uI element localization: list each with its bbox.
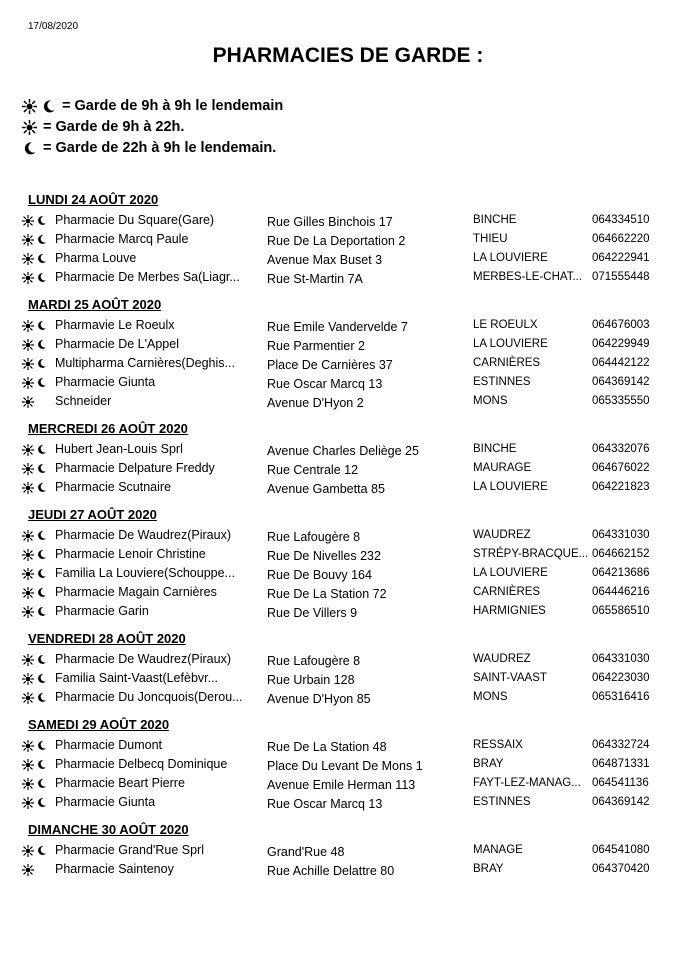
duty-icons: [22, 230, 47, 249]
pharmacy-phone: 064676003: [592, 319, 650, 331]
duty-icons: [22, 373, 47, 392]
pharmacy-address: Rue Gilles Binchois 17: [267, 215, 393, 229]
pharmacy-row: [22, 736, 662, 755]
day-section: [22, 418, 662, 497]
pharmacy-city: MONS: [473, 395, 508, 407]
legend-icons: [22, 99, 56, 114]
moon-icon: [36, 463, 47, 474]
duty-icons: [22, 755, 47, 774]
pharmacy-phone: 064541080: [592, 844, 650, 856]
day-section: [22, 714, 662, 812]
sun-icon: [22, 272, 34, 284]
pharmacy-address: Avenue D'Hyon 85: [267, 692, 371, 706]
day-heading: SAMEDI 29 AOÛT 2020: [28, 717, 170, 732]
pharmacy-name: Schneider: [55, 394, 112, 408]
sun-icon: [22, 673, 34, 685]
pharmacy-name: Pharmacie Marcq Paule: [55, 232, 189, 246]
pharmacy-row: [22, 669, 662, 688]
pharmacy-phone: 064332724: [592, 739, 650, 751]
moon-icon: [36, 759, 47, 770]
duty-icons: [22, 459, 47, 478]
pharmacy-city: CARNIÈRES: [473, 586, 541, 598]
pharmacy-city: LA LOUVIERE: [473, 567, 548, 579]
pharmacy-name: Pharmacie Giunta: [55, 375, 156, 389]
pharmacy-address: Avenue D'Hyon 2: [267, 396, 364, 410]
sun-icon: [22, 320, 34, 332]
legend-icons: [22, 141, 37, 156]
pharmacy-address: Rue St-Martin 7A: [267, 272, 363, 286]
pharmacy-name: Pharmacie Garin: [55, 604, 149, 618]
pharmacy-address: Rue Oscar Marcq 13: [267, 377, 383, 391]
sun-icon: [22, 797, 34, 809]
sun-icon: [22, 463, 34, 475]
day-heading: VENDREDI 28 AOÛT 2020: [28, 631, 186, 646]
moon-icon: [36, 845, 47, 856]
pharmacy-name: Familia Saint-Vaast(Lefèbvr...: [55, 671, 219, 685]
pharmacy-address: Rue Oscar Marcq 13: [267, 797, 383, 811]
pharmacy-name: Pharmacie Giunta: [55, 795, 156, 809]
duty-icons: [22, 211, 47, 230]
moon-icon: [36, 482, 47, 493]
sun-icon: [22, 120, 37, 135]
pharmacy-row: [22, 583, 662, 602]
sun-icon: [22, 253, 34, 265]
pharmacy-phone: 064662152: [592, 548, 650, 560]
pharmacy-city: RESSAIX: [473, 739, 523, 751]
pharmacy-city: FAYT-LEZ-MANAG...: [473, 777, 581, 789]
moon-icon: [36, 568, 47, 579]
duty-icons: [22, 793, 47, 812]
duty-icons: [22, 316, 47, 335]
pharmacy-phone: 064676022: [592, 462, 650, 474]
pharmacy-name: Pharmacie De Waudrez(Piraux): [55, 652, 231, 666]
pharmacy-address: Place Du Levant De Mons 1: [267, 759, 423, 773]
pharmacy-name: Pharmacie Grand'Rue Sprl: [55, 843, 204, 857]
moon-icon: [36, 606, 47, 617]
moon-icon: [22, 141, 37, 156]
pharmacy-row: [22, 211, 662, 230]
moon-icon: [41, 99, 56, 114]
pharmacy-row: [22, 316, 662, 335]
sun-icon: [22, 444, 34, 456]
pharmacy-name: Pharmacie Delpature Freddy: [55, 461, 215, 475]
pharmacy-address: Rue Lafougère 8: [267, 530, 361, 544]
day-heading: MARDI 25 AOÛT 2020: [28, 297, 162, 312]
pharmacy-row: [22, 249, 662, 268]
sun-icon: [22, 606, 34, 618]
sun-icon: [22, 692, 34, 704]
moon-icon: [36, 778, 47, 789]
duty-icons: [22, 860, 34, 879]
moon-icon: [36, 797, 47, 808]
moon-icon: [36, 234, 47, 245]
pharmacy-address: Avenue Emile Herman 113: [267, 778, 416, 792]
legend: [22, 96, 283, 159]
sun-icon: [22, 568, 34, 580]
pharmacy-address: Rue Achille Delattre 80: [267, 864, 395, 878]
pharmacy-phone: 064213686: [592, 567, 650, 579]
pharmacy-city: MAURAGE: [473, 462, 532, 474]
sun-icon: [22, 215, 34, 227]
pharmacy-city: STRÉPY-BRACQUE...: [473, 548, 589, 560]
pharmacy-address: Rue Centrale 12: [267, 463, 359, 477]
day-heading: DIMANCHE 30 AOÛT 2020: [28, 822, 189, 837]
day-section: [22, 819, 662, 879]
pharmacy-row: [22, 793, 662, 812]
sun-icon: [22, 358, 34, 370]
pharmacy-name: Pharmacie De L'Appel: [55, 337, 179, 351]
pharmacy-name: Pharma Louve: [55, 251, 137, 265]
pharmacy-phone: 064370420: [592, 863, 650, 875]
day-section: [22, 628, 662, 707]
pharmacy-row: [22, 230, 662, 249]
legend-item: [22, 138, 283, 159]
pharmacy-phone: 064369142: [592, 796, 650, 808]
day-section: [22, 504, 662, 621]
day-list: [22, 189, 662, 886]
pharmacy-name: Pharmacie Magain Carnières: [55, 585, 217, 599]
day-section: [22, 189, 662, 287]
pharmacy-name: Pharmacie Du Square(Gare): [55, 213, 215, 227]
pharmacy-city: LA LOUVIERE: [473, 338, 548, 350]
sun-icon: [22, 759, 34, 771]
legend-text: = Garde de 9h à 9h le lendemain: [62, 98, 284, 114]
duty-icons: [22, 526, 47, 545]
pharmacy-city: WAUDREZ: [473, 653, 531, 665]
pharmacy-address: Place De Carnières 37: [267, 358, 393, 372]
pharmacy-address: Avenue Max Buset 3: [267, 253, 383, 267]
pharmacy-name: Multipharma Carnières(Deghis...: [55, 356, 235, 370]
pharmacy-city: THIEU: [473, 233, 508, 245]
pharmacy-address: Avenue Gambetta 85: [267, 482, 385, 496]
duty-icons: [22, 545, 47, 564]
pharmacy-row: [22, 335, 662, 354]
sun-icon: [22, 377, 34, 389]
duty-icons: [22, 688, 47, 707]
pharmacy-city: MANAGE: [473, 844, 523, 856]
pharmacy-address: Rue De Nivelles 232: [267, 549, 381, 563]
pharmacy-row: [22, 545, 662, 564]
duty-icons: [22, 440, 47, 459]
day-section: [22, 294, 662, 411]
sun-icon: [22, 339, 34, 351]
duty-icons: [22, 583, 47, 602]
day-heading: JEUDI 27 AOÛT 2020: [28, 507, 157, 522]
pharmacy-address: Rue Lafougère 8: [267, 654, 361, 668]
pharmacy-city: HARMIGNIES: [473, 605, 546, 617]
pharmacy-phone: 064369142: [592, 376, 650, 388]
pharmacy-address: Rue Urbain 128: [267, 673, 355, 687]
pharmacy-city: BRAY: [473, 758, 504, 770]
sun-icon: [22, 845, 34, 857]
pharmacy-phone: 065316416: [592, 691, 650, 703]
sun-icon: [22, 740, 34, 752]
moon-icon: [36, 320, 47, 331]
pharmacy-address: Grand'Rue 48: [267, 845, 345, 859]
sun-icon: [22, 864, 34, 876]
pharmacy-phone: 065586510: [592, 605, 650, 617]
pharmacy-row: [22, 650, 662, 669]
duty-icons: [22, 564, 47, 583]
sun-icon: [22, 99, 37, 114]
pharmacy-row: [22, 564, 662, 583]
pharmacy-phone: 064222941: [592, 252, 650, 264]
moon-icon: [36, 377, 47, 388]
duty-icons: [22, 774, 47, 793]
moon-icon: [36, 549, 47, 560]
pharmacy-address: Rue De Bouvy 164: [267, 568, 372, 582]
print-date: 17/08/2020: [28, 21, 79, 32]
pharmacy-phone: 064446216: [592, 586, 650, 598]
pharmacy-name: Familia La Louviere(Schouppe...: [55, 566, 235, 580]
pharmacy-phone: 064221823: [592, 481, 650, 493]
pharmacy-row: [22, 602, 662, 621]
pharmacy-address: Rue De Villers 9: [267, 606, 358, 620]
pharmacy-row: [22, 354, 662, 373]
pharmacy-address: Rue De La Deportation 2: [267, 234, 406, 248]
pharmacy-phone: 064331030: [592, 653, 650, 665]
duty-icons: [22, 650, 47, 669]
moon-icon: [36, 444, 47, 455]
legend-text: = Garde de 9h à 22h.: [43, 119, 185, 135]
pharmacy-phone: 064442122: [592, 357, 650, 369]
pharmacy-row: [22, 774, 662, 793]
pharmacy-address: Avenue Charles Deliège 25: [267, 444, 419, 458]
pharmacy-city: BRAY: [473, 863, 504, 875]
pharmacy-name: Pharmacie Beart Pierre: [55, 776, 185, 790]
duty-icons: [22, 669, 47, 688]
sun-icon: [22, 530, 34, 542]
day-heading: MERCREDI 26 AOÛT 2020: [28, 421, 188, 436]
pharmacy-city: WAUDREZ: [473, 529, 531, 541]
pharmacy-city: LE ROEULX: [473, 319, 538, 331]
moon-icon: [36, 215, 47, 226]
pharmacy-row: [22, 860, 662, 879]
sun-icon: [22, 778, 34, 790]
pharmacy-row: [22, 478, 662, 497]
pharmacy-row: [22, 440, 662, 459]
pharmacy-city: BINCHE: [473, 214, 517, 226]
pharmacy-phone: 064223030: [592, 672, 650, 684]
pharmacy-row: [22, 459, 662, 478]
legend-icons: [22, 120, 37, 135]
pharmacy-address: Rue Emile Vandervelde 7: [267, 320, 408, 334]
duty-icons: [22, 335, 47, 354]
moon-icon: [36, 339, 47, 350]
pharmacy-city: ESTINNES: [473, 796, 531, 808]
duty-icons: [22, 841, 47, 860]
sun-icon: [22, 587, 34, 599]
duty-icons: [22, 392, 34, 411]
legend-item: [22, 117, 283, 138]
duty-icons: [22, 268, 47, 287]
pharmacy-name: Pharmacie Lenoir Christine: [55, 547, 206, 561]
sun-icon: [22, 234, 34, 246]
pharmacy-name: Pharmavie Le Roeulx: [55, 318, 175, 332]
pharmacy-name: Pharmacie Saintenoy: [55, 862, 174, 876]
moon-icon: [36, 272, 47, 283]
moon-icon: [36, 530, 47, 541]
duty-icons: [22, 249, 47, 268]
sun-icon: [22, 482, 34, 494]
pharmacy-phone: 064662220: [592, 233, 650, 245]
moon-icon: [36, 673, 47, 684]
sun-icon: [22, 654, 34, 666]
pharmacy-phone: 064871331: [592, 758, 650, 770]
pharmacy-name: Pharmacie De Waudrez(Piraux): [55, 528, 231, 542]
duty-icons: [22, 354, 47, 373]
pharmacy-phone: 064541136: [592, 777, 649, 789]
legend-text: = Garde de 22h à 9h le lendemain.: [43, 140, 277, 156]
pharmacy-city: MERBES-LE-CHAT...: [473, 271, 583, 283]
pharmacy-row: [22, 373, 662, 392]
pharmacy-address: Rue Parmentier 2: [267, 339, 365, 353]
moon-icon: [36, 692, 47, 703]
pharmacy-name: Pharmacie Scutnaire: [55, 480, 172, 494]
pharmacy-phone: 064332076: [592, 443, 650, 455]
pharmacy-name: Hubert Jean-Louis Sprl: [55, 442, 183, 456]
pharmacy-row: [22, 392, 662, 411]
pharmacy-address: Rue De La Station 48: [267, 740, 387, 754]
pharmacy-row: [22, 755, 662, 774]
pharmacy-name: Pharmacie De Merbes Sa(Liagr...: [55, 270, 240, 284]
pharmacy-phone: 064331030: [592, 529, 650, 541]
moon-icon: [36, 740, 47, 751]
pharmacy-row: [22, 526, 662, 545]
pharmacy-city: BINCHE: [473, 443, 517, 455]
moon-icon: [36, 654, 47, 665]
duty-icons: [22, 602, 47, 621]
duty-icons: [22, 478, 47, 497]
pharmacy-phone: 064334510: [592, 214, 650, 226]
pharmacy-name: Pharmacie Delbecq Dominique: [55, 757, 228, 771]
pharmacy-city: LA LOUVIERE: [473, 252, 548, 264]
day-heading: LUNDI 24 AOÛT 2020: [28, 192, 159, 207]
pharmacy-name: Pharmacie Dumont: [55, 738, 162, 752]
pharmacy-phone: 065335550: [592, 395, 650, 407]
moon-icon: [36, 253, 47, 264]
pharmacy-row: [22, 688, 662, 707]
pharmacy-phone: 064229949: [592, 338, 650, 350]
pharmacy-city: SAINT-VAAST: [473, 672, 547, 684]
pharmacy-city: CARNIÈRES: [473, 357, 541, 369]
pharmacy-phone: 071555448: [592, 271, 650, 283]
duty-icons: [22, 736, 47, 755]
sun-icon: [22, 549, 34, 561]
legend-item: [22, 96, 283, 117]
pharmacy-city: MONS: [473, 691, 508, 703]
pharmacy-city: LA LOUVIERE: [473, 481, 548, 493]
pharmacy-row: [22, 268, 662, 287]
pharmacy-row: [22, 841, 662, 860]
sun-icon: [22, 396, 34, 408]
moon-icon: [36, 358, 47, 369]
pharmacy-name: Pharmacie Du Joncquois(Derou...: [55, 690, 243, 704]
page-title: PHARMACIES DE GARDE :: [212, 44, 484, 67]
pharmacy-address: Rue De La Station 72: [267, 587, 387, 601]
pharmacy-city: ESTINNES: [473, 376, 531, 388]
moon-icon: [36, 587, 47, 598]
